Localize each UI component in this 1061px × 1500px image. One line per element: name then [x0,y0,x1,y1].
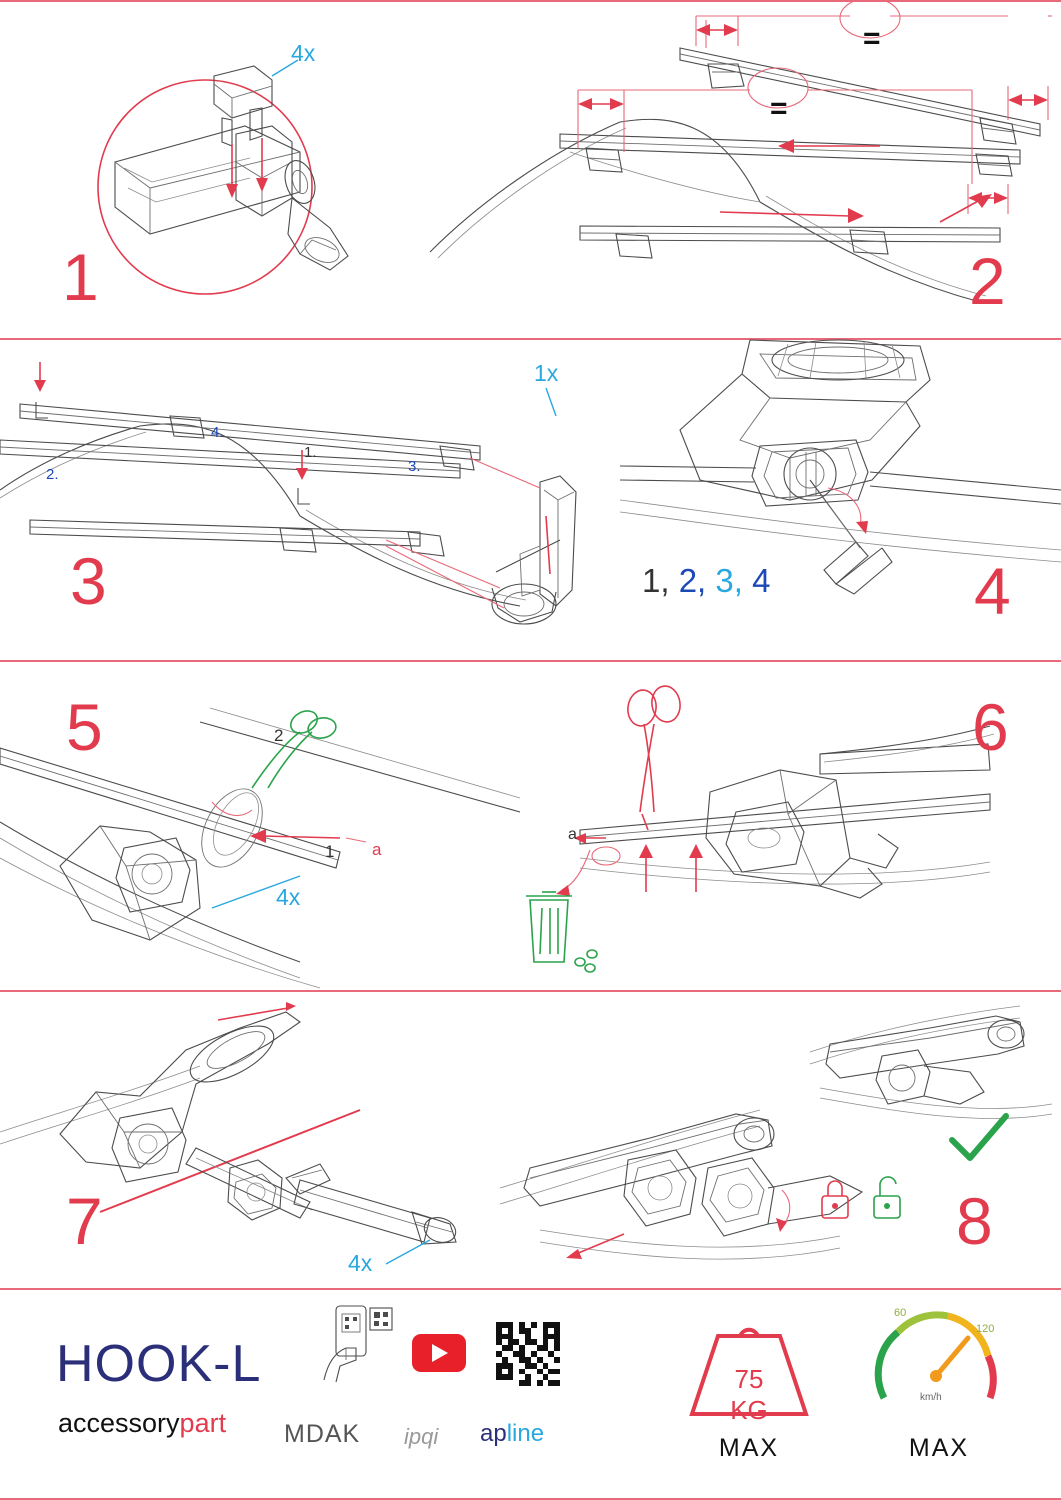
step-7-panel [0,992,500,1288]
tagline-left: accessory [58,1408,180,1438]
step-4-seq-3: 3, [715,562,743,599]
step-8-number: 8 [956,1184,992,1258]
step-2-number: 2 [969,244,1005,318]
step-4-panel [620,340,1061,660]
step-3-order-2: 2. [46,466,59,483]
brand-ipqi-label: ipqi [404,1424,439,1449]
max-load-label: MAX [718,1434,780,1462]
qr-code-icon [496,1322,560,1386]
step-4-seq-1: 1, [642,562,670,599]
step-3-panel [0,340,620,660]
speed-tick-120: 120 [976,1323,995,1335]
detail-circle [98,80,312,294]
step-7-quantity-label: 4x [348,1250,373,1276]
brand-apline-second: line [506,1420,545,1447]
step-2-equal-upper: = [863,22,881,55]
step-4-seq-2: 2, [678,562,707,599]
lock-closed-icon-group [822,1181,848,1218]
step-2-equal-lower: = [770,92,788,125]
step-3-order-4: 4. [211,424,224,441]
step-5-order-1: 1 [325,842,335,861]
step-6-number: 6 [972,690,1008,764]
tagline-right: part [179,1408,227,1438]
product-tagline [58,1408,226,1439]
step-1-number: 1 [62,240,98,314]
step-1-panel [0,2,420,338]
youtube-icon[interactable] [412,1334,466,1372]
step-5-panel [0,662,520,988]
step-2-panel [420,2,1061,338]
step-8-panel [500,992,1061,1288]
svg-text:km/h: km/h [920,1392,942,1403]
product-name: HOOK-L [56,1335,262,1393]
step-5-order-2: 2 [274,726,284,745]
brand-mdak-label: MDAK [284,1420,361,1448]
step-1-quantity-label: 4x [291,40,316,66]
step-4-number: 4 [974,554,1010,628]
step-3-quantity-label: 1x [534,360,559,386]
max-load-value: 75 KG [730,1364,768,1425]
step-3-order-1: 1. [304,444,317,461]
brand-apline [480,1420,544,1448]
step-6-label-a: a [568,826,577,843]
step-3-order-3: 3. [408,458,421,475]
step-5-quantity-label: 4x [276,884,301,910]
step-4-sequence [642,562,770,600]
step-3-number: 3 [70,544,106,618]
step-4-seq-4: 4 [752,562,771,599]
speedometer-icon [872,1302,1006,1422]
lock-open-icon-group [874,1177,900,1218]
divider-4 [0,1288,1061,1290]
step-7-number: 7 [66,1184,102,1258]
scan-qr-hand-icon [322,1304,394,1384]
step-5-number: 5 [66,690,102,764]
footer [0,1292,1061,1500]
brand-mdak [284,1420,360,1449]
brand-apline-first: ap [480,1420,507,1447]
step-6-panel [520,662,1061,988]
step-2-illustration [420,2,1061,338]
brand-ipqi [404,1424,438,1450]
step-5-label-a: a [372,840,382,859]
speed-tick-60: 60 [894,1307,907,1319]
max-speed-label: MAX [908,1434,970,1462]
